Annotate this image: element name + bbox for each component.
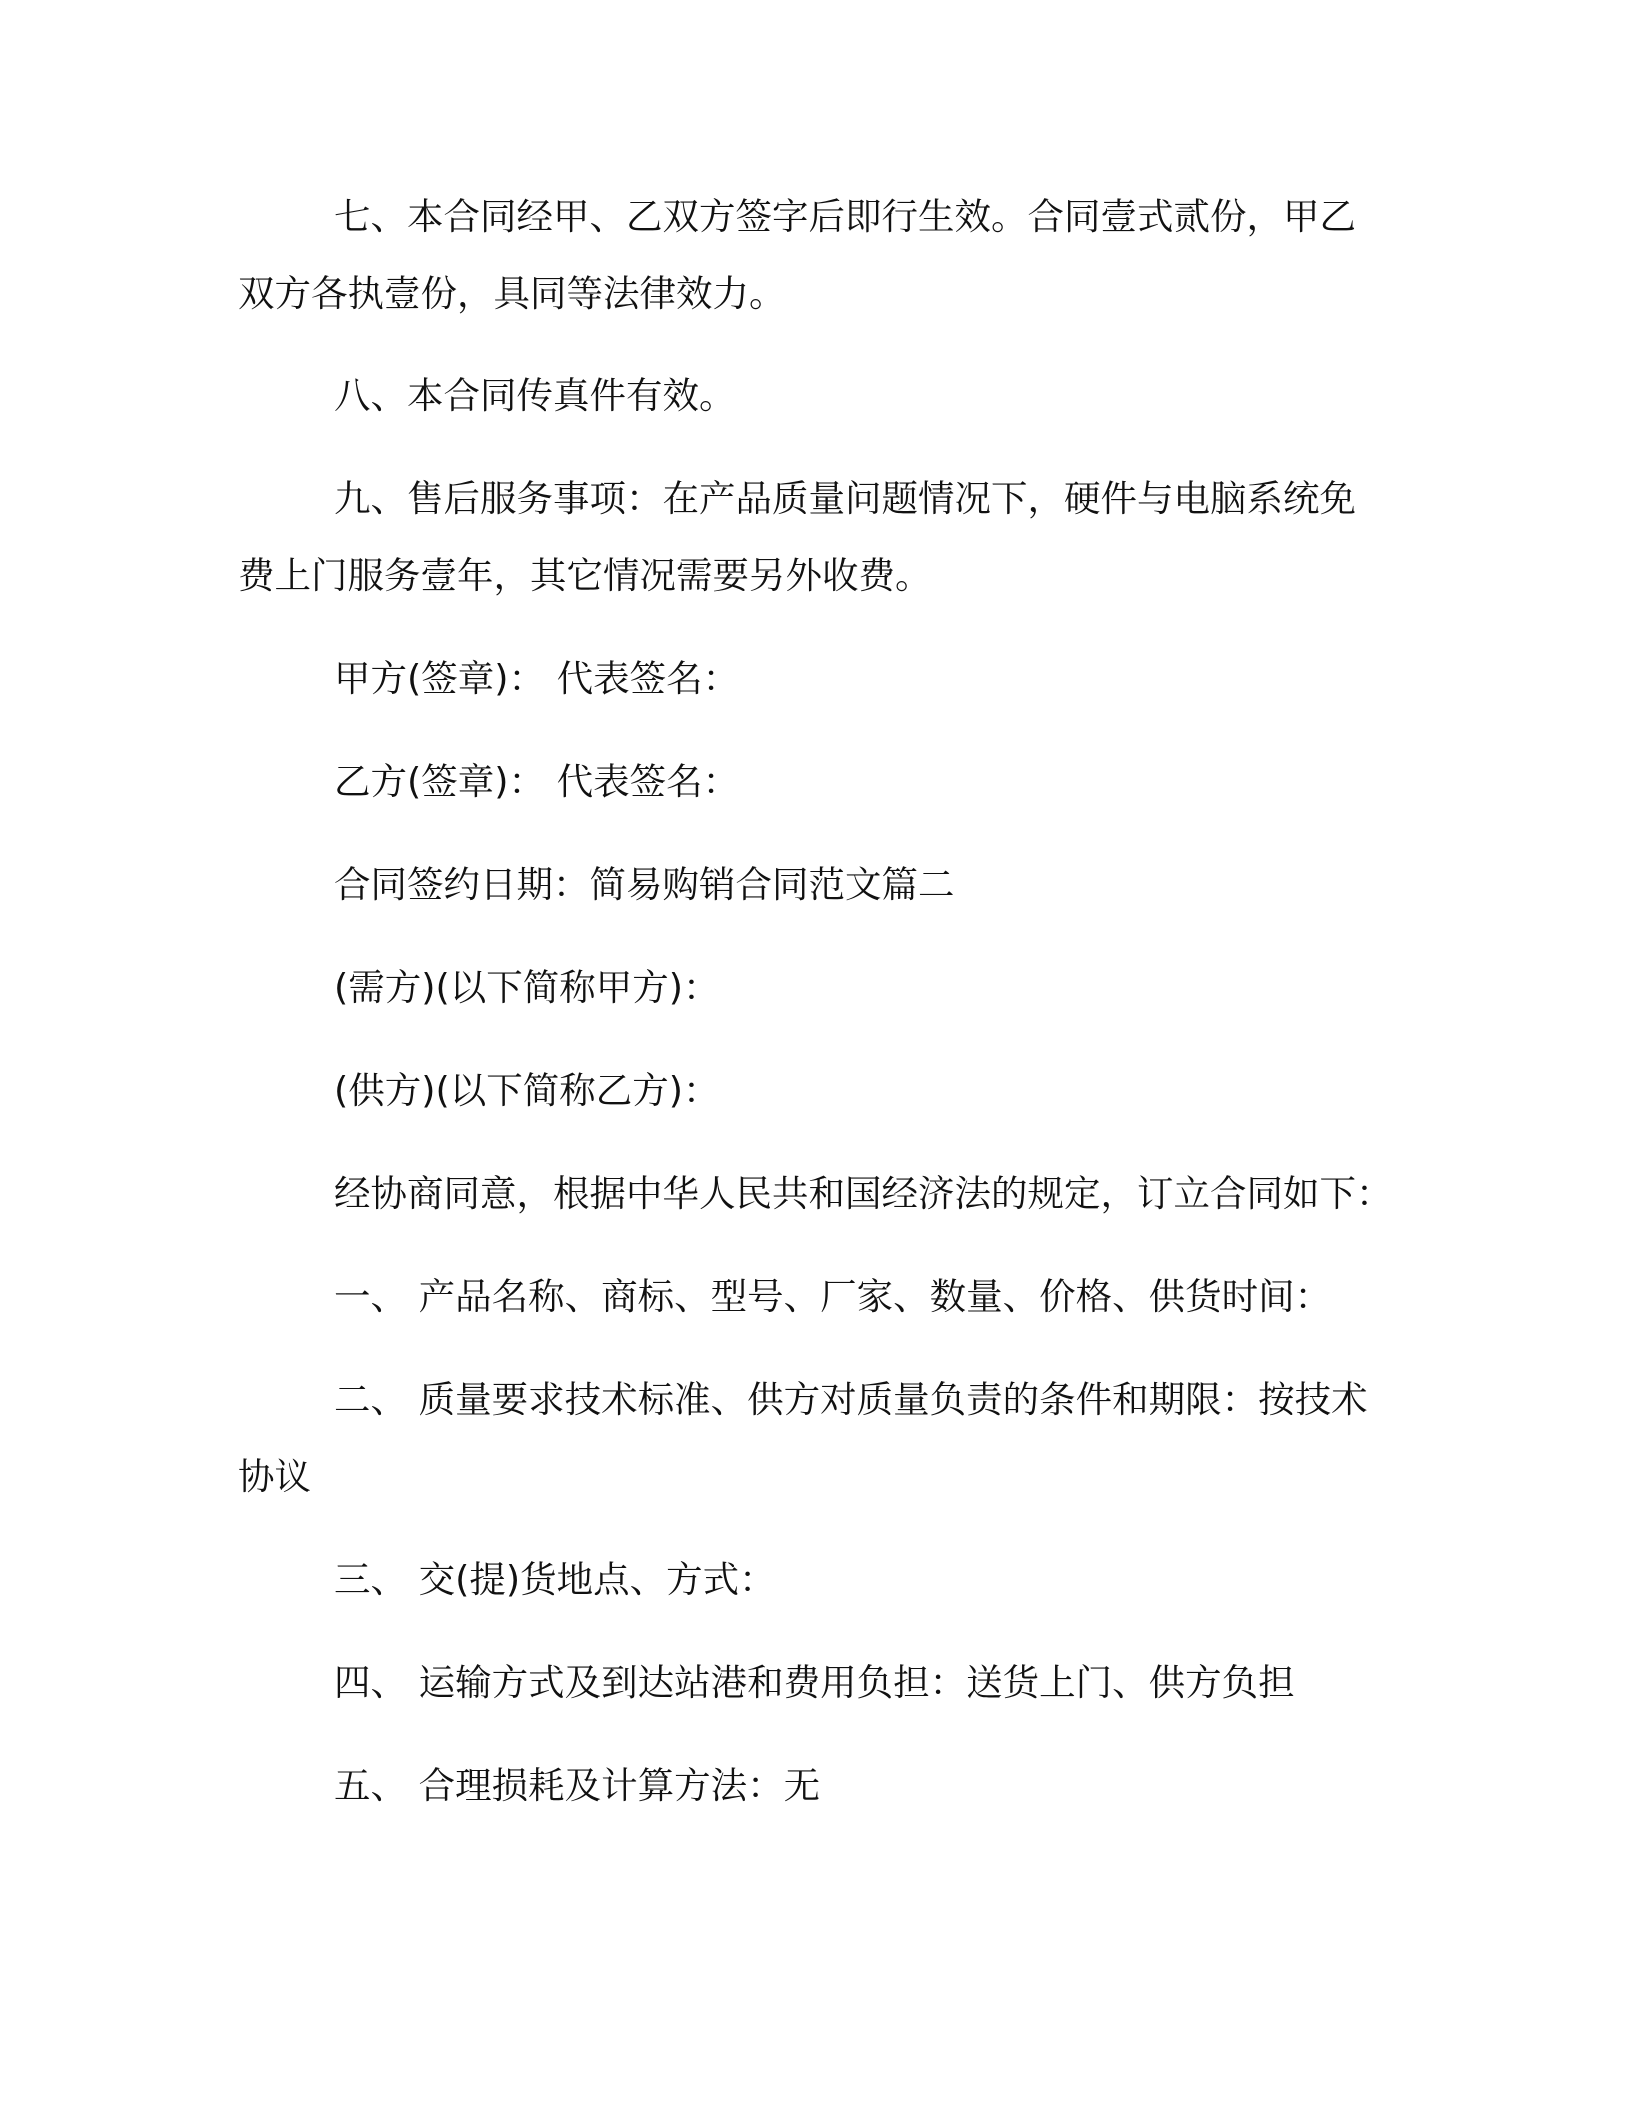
paragraph-line: 合同签约日期：简易购销合同范文篇二 [334,863,955,906]
item-1-paragraph [238,1258,1398,1335]
paragraph-line: 九、售后服务事项：在产品质量问题情况下，硬件与电脑系统免 [334,477,1356,520]
clause-7-paragraph [238,178,1398,332]
paragraph-line: 协议 [238,1455,311,1498]
clause-8-paragraph [238,357,1398,434]
paragraph-line: 双方各执壹份，具同等法律效力。 [238,272,786,315]
paragraph-line: 二、 质量要求技术标准、供方对质量负责的条件和期限：按技术 [334,1378,1368,1421]
party-b-signature-line [238,743,1398,820]
paragraph-line: 一、 产品名称、商标、型号、厂家、数量、价格、供货时间： [334,1275,1332,1318]
contract-date-line [238,846,1398,923]
paragraph-line: 乙方(签章)： 代表签名： [334,760,740,803]
paragraph-line: 费上门服务壹年，其它情况需要另外收费。 [238,554,932,597]
paragraph-line: (供方)(以下简称乙方)： [334,1069,720,1112]
paragraph-line: 八、本合同传真件有效。 [334,374,736,417]
preamble-paragraph [238,1155,1398,1232]
paragraph-line: 七、本合同经甲、乙双方签字后即行生效。合同壹式贰份，甲乙 [334,195,1356,238]
paragraph-line: 甲方(签章)： 代表签名： [334,657,740,700]
paragraph-line: 四、 运输方式及到达站港和费用负担：送货上门、供方负担 [334,1661,1295,1704]
item-2-paragraph [238,1361,1398,1515]
seller-line [238,1052,1398,1129]
item-3-paragraph [238,1541,1398,1618]
paragraph-line: (需方)(以下简称甲方)： [334,966,720,1009]
item-4-paragraph [238,1644,1398,1721]
buyer-line [238,949,1398,1026]
clause-9-paragraph [238,460,1398,614]
paragraph-line: 五、 合理损耗及计算方法：无 [334,1764,821,1807]
paragraph-line: 三、 交(提)货地点、方式： [334,1558,776,1601]
item-5-paragraph [238,1747,1398,1824]
party-a-signature-line [238,640,1398,717]
paragraph-line: 经协商同意，根据中华人民共和国经济法的规定，订立合同如下： [334,1172,1393,1215]
